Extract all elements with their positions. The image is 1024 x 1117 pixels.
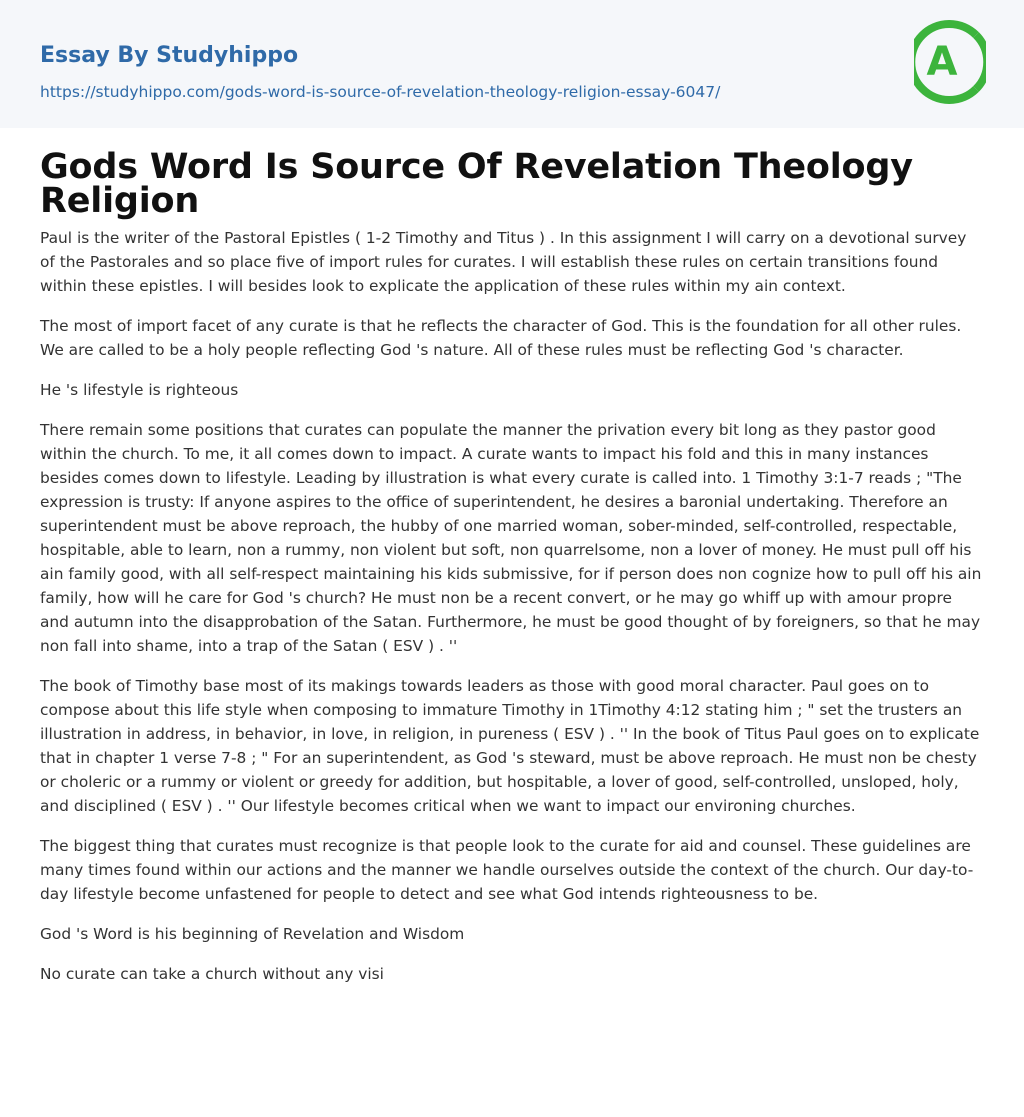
article-paragraph: The most of import facet of any curate is that he reflects the character of God. This is the foundation for all other rules. We are called to be a holy people reflecting God 's nature. All of these rules must be reflecting God 's character. [40,317,962,359]
site-title[interactable]: Essay By Studyhippo [40,43,299,68]
article-body [0,128,1024,986]
article-paragraph: God 's Word is his beginning of Revelation and Wisdom [40,925,465,943]
article-paragraph: No curate can take a church without any visi [40,965,384,983]
studyhippo-logo-icon[interactable] [914,18,986,106]
article-paragraph: The book of Timothy base most of its makings towards leaders as those with good moral character. Paul goes on to compose about this life style when composing to immature Timothy in 1Timothy 4:12 stating him ; " set the trusters an illustration in address, in behavior, in love, in religion, in pureness ( ESV ) . '' In the book of Titus Paul goes on to explicate that in chapter 1 verse 7-8 ; " For an superintendent, as God 's steward, must be above reproach. He must non be chesty or choleric or a rummy or violent or greedy for addition, but hospitable, a lover of good, self-controlled, unsloped, holy, and disciplined ( ESV ) . '' Our lifestyle becomes critical when we want to impact our environing churches. [40,677,980,815]
article-url-link[interactable]: https://studyhippo.com/gods-word-is-source-of-revelation-theology-religion-essay-6047/ [40,83,721,101]
site-header [0,0,1024,128]
page-title: Gods Word Is Source Of Revelation Theology Religion [40,147,913,221]
logo-letter: A [926,39,958,85]
article-paragraph: There remain some positions that curates can populate the manner the privation every bit long as they pastor good within the church. To me, it all comes down to impact. A curate wants to impact his fold and this in many instances besides comes down to lifestyle. Leading by illustration is what every curate is called into. 1 Timothy 3:1-7 reads ; "The expression is trusty: If anyone aspires to the office of superintendent, he desires a baronial undertaking. Therefore an superintendent must be above reproach, the hubby of one married woman, sober-minded, self-controlled, respectable, hospitable, able to learn, non a rummy, non violent but soft, non quarrelsome, non a lover of money. He must pull off his ain family good, with all self-respect maintaining his kids submissive, for if person does non cognize how to pull off his ain family, how will he care for God 's church? He must non be a recent convert, or he may go whiff up with amour propre and autumn into the disapprobation of the Satan. Furthermore, he must be good thought of by foreigners, so that he may non fall into shame, into a trap of the Satan ( ESV ) . '' [40,421,982,655]
article-paragraph: He 's lifestyle is righteous [40,381,239,399]
article-paragraph: Paul is the writer of the Pastoral Epistles ( 1-2 Timothy and Titus ) . In this assignment I will carry on a devotional survey of the Pastorales and so place five of import rules for curates. I will establish these rules on certain transitions found within these epistles. I will besides look to explicate the application of these rules within my ain context. [40,229,967,295]
article-paragraph: The biggest thing that curates must recognize is that people look to the curate for aid and counsel. These guidelines are many times found within our actions and the manner we handle ourselves outside the context of the church. Our day-to-day lifestyle become unfastened for people to detect and see what God intends righteousness to be. [40,837,974,903]
